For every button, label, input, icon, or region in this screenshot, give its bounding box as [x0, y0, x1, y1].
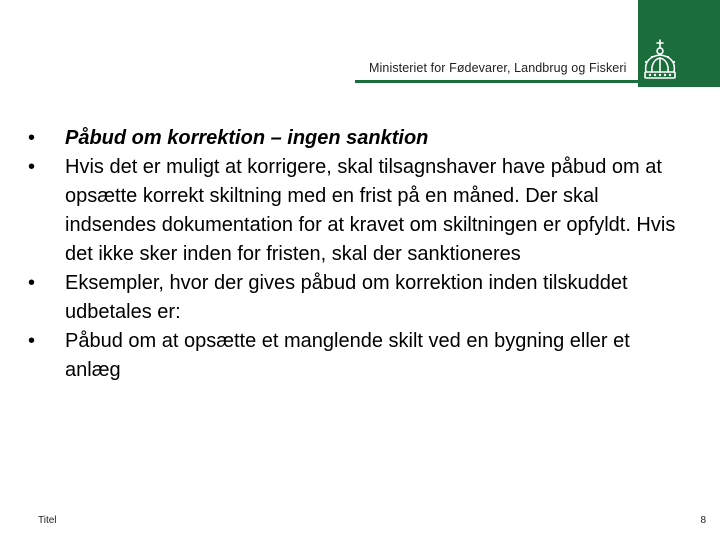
- bullet-text: Hvis det er muligt at korrigere, skal tilsagnshaver have påbud om at opsætte korrekt skiltning med en frist på en måned. Der skal indsendes dokumentation for at kravet om skiltningen er opfyldt. Hvis det ikke sker inden for fristen, skal der sanktioneres: [65, 156, 676, 265]
- royal-crown-icon: [638, 0, 720, 87]
- header-divider: [355, 80, 720, 83]
- bullet-item: [28, 124, 688, 153]
- bullet-marker: •: [28, 156, 36, 178]
- bullet-marker: •: [28, 127, 36, 149]
- ministry-logo: [638, 0, 720, 87]
- bullet-list: [28, 124, 688, 385]
- ministry-name: Ministeriet for Fødevarer, Landbrug og Fiskeri: [369, 61, 627, 75]
- footer-title: Titel: [38, 515, 57, 526]
- bullet-text: Påbud om korrektion – ingen sanktion: [65, 127, 429, 149]
- bullet-item: [28, 269, 688, 327]
- bullet-marker: •: [28, 330, 36, 352]
- page-number: 8: [700, 515, 706, 526]
- bullet-item: [28, 327, 688, 385]
- bullet-marker: •: [28, 272, 36, 294]
- bullet-item: [28, 153, 688, 269]
- bullet-text: Påbud om at opsætte et manglende skilt ved en bygning eller et anlæg: [65, 330, 630, 381]
- bullet-text: Eksempler, hvor der gives påbud om korrektion inden tilskuddet udbetales er:: [65, 272, 628, 323]
